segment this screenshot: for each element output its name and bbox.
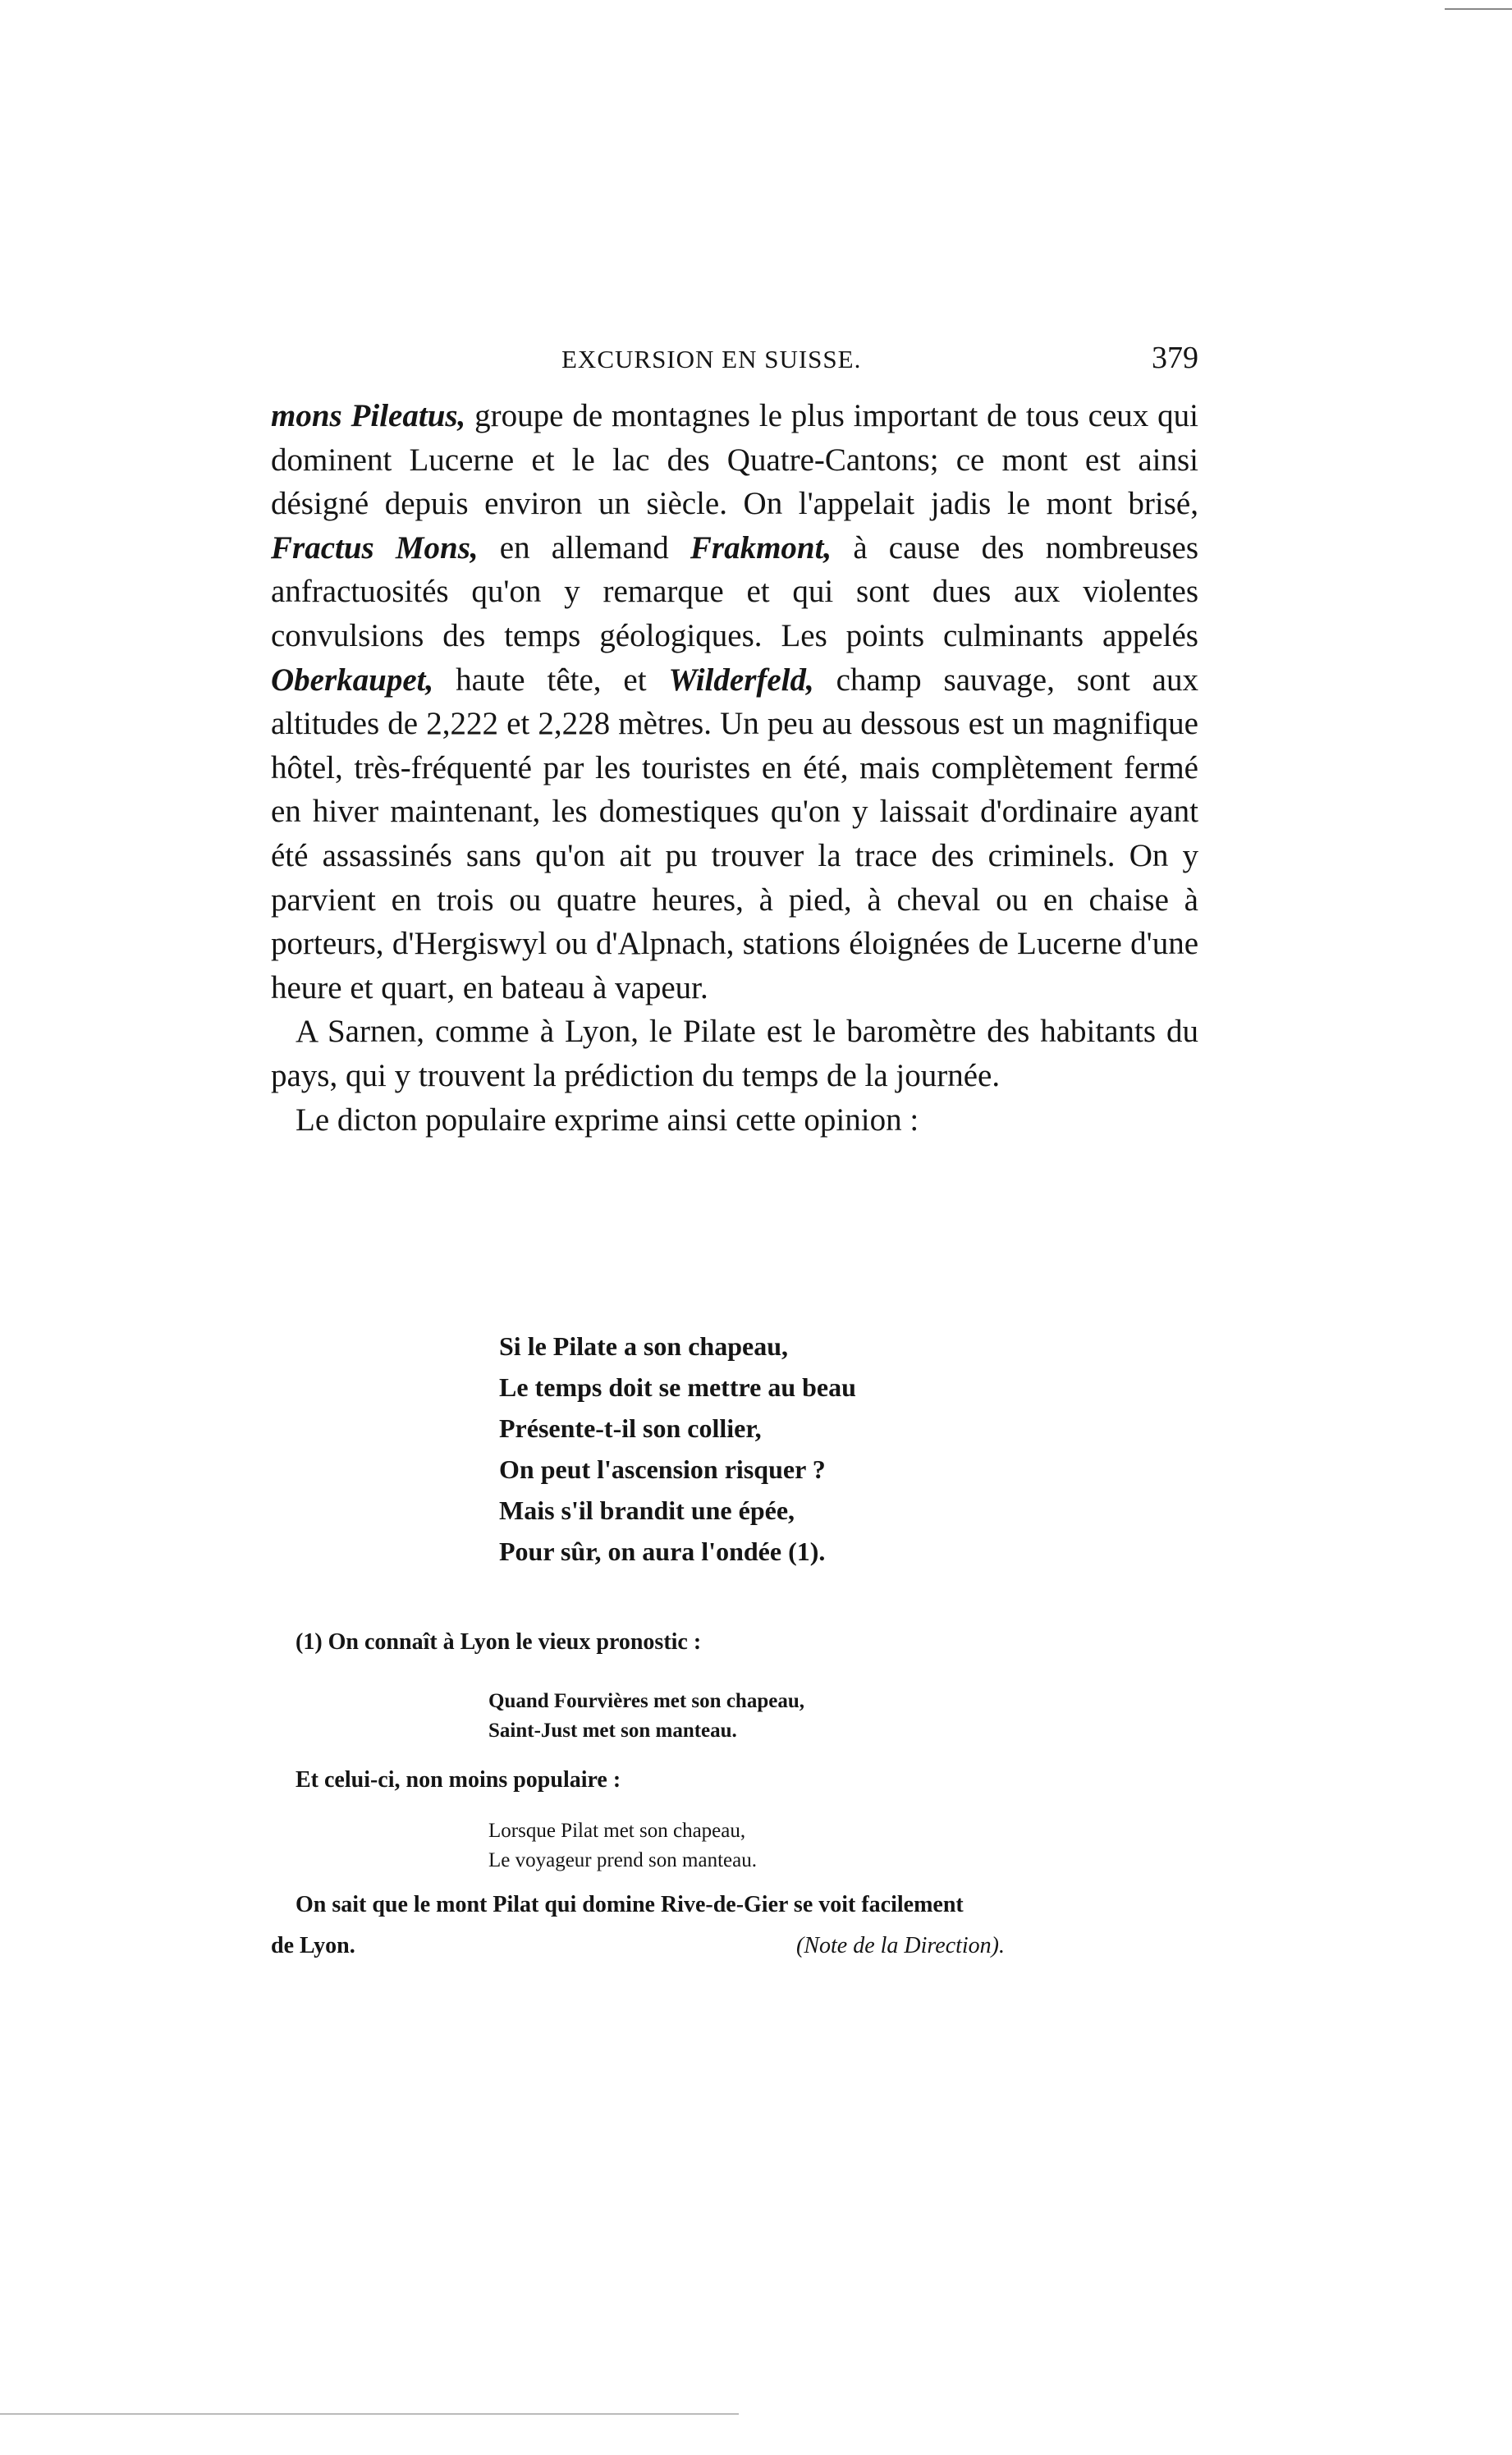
footnote-verse-2 — [488, 1816, 757, 1876]
verse-line: Saint-Just met son manteau. — [488, 1720, 737, 1742]
scan-edge-bottom-left — [0, 2413, 739, 2415]
poem-line: Le temps doit se mettre au beau — [499, 1372, 856, 1402]
running-title: EXCURSION EN SUISSE. — [561, 345, 862, 373]
italic-term: mons Pileatus, — [271, 398, 466, 433]
scan-edge-top-right — [1445, 8, 1512, 10]
italic-term: Oberkaupet, — [271, 662, 434, 698]
paragraph-1: mons Pileatus, groupe de montagnes le plus important de tous ceux qui dominent Lucerne et le lac des Quatre-Cantons; ce mont est ainsi désigné depuis environ un siècle. On l'appelait jadis le mont brisé, Fractus Mons, en allemand Frakmont, à cause des nombreuses anfractuosités qu'on y remarque et qui sont dues aux violentes convulsions des temps géologiques. Les points culminants appelés Oberkaupet, haute tête, et Wilderfeld, champ sauvage, sont aux altitudes de 2,222 et 2,228 mètres. Un peu au dessous est un magnifique hôtel, très-fréquenté par les touristes en été, mais complètement fermé en hiver maintenant, les domestiques qu'on y laissait d'ordinaire ayant été assassinés sans qu'on ait pu trouver la trace des criminels. On y parvient en trois ou quatre heures, à pied, à cheval ou en chaise à porteurs, d'Hergiswyl ou d'Alpnach, stations éloignées de Lucerne d'une heure et quart, en bateau à vapeur. — [271, 398, 1199, 1005]
italic-term: Wilderfeld, — [668, 662, 814, 698]
poem — [499, 1326, 856, 1572]
paragraph-3: Le dicton populaire exprime ainsi cette opinion : — [296, 1102, 919, 1138]
italic-term: Frakmont, — [690, 529, 832, 566]
poem-line: Pour sûr, on aura l'ondée (1). — [499, 1537, 826, 1566]
verse-line: Lorsque Pilat met son chapeau, — [488, 1820, 746, 1842]
poem-line: Mais s'il brandit une épée, — [499, 1495, 795, 1525]
footnote-middle: Et celui-ci, non moins populaire : — [296, 1767, 621, 1793]
body-text — [271, 394, 1198, 1142]
footnote-verse-1 — [488, 1687, 804, 1746]
footnote-conclusion-line-2: de Lyon. — [271, 1933, 355, 1958]
verse-line: Le voyageur prend son manteau. — [488, 1849, 757, 1871]
poem-line: Si le Pilate a son chapeau, — [499, 1331, 789, 1361]
poem-line: On peut l'ascension risquer ? — [499, 1454, 826, 1484]
page-number: 379 — [1152, 341, 1198, 375]
poem-line: Présente-t-il son collier, — [499, 1413, 762, 1443]
paragraph-2: A Sarnen, comme à Lyon, le Pilate est le baromètre des habitants du pays, qui y trouvent la prédiction du temps de la journée. — [271, 1014, 1198, 1093]
footnote-conclusion-line-1: On sait que le mont Pilat qui domine Rive-de-Gier se voit facilement — [296, 1892, 964, 1917]
footnote-intro: (1) On connaît à Lyon le vieux pronostic : — [296, 1629, 702, 1655]
footnote-editor-note: (Note de la Direction). — [796, 1933, 1006, 1958]
page-header — [271, 341, 1198, 386]
verse-line: Quand Fourvières met son chapeau, — [488, 1690, 804, 1712]
italic-term: Fractus Mons, — [271, 529, 479, 566]
